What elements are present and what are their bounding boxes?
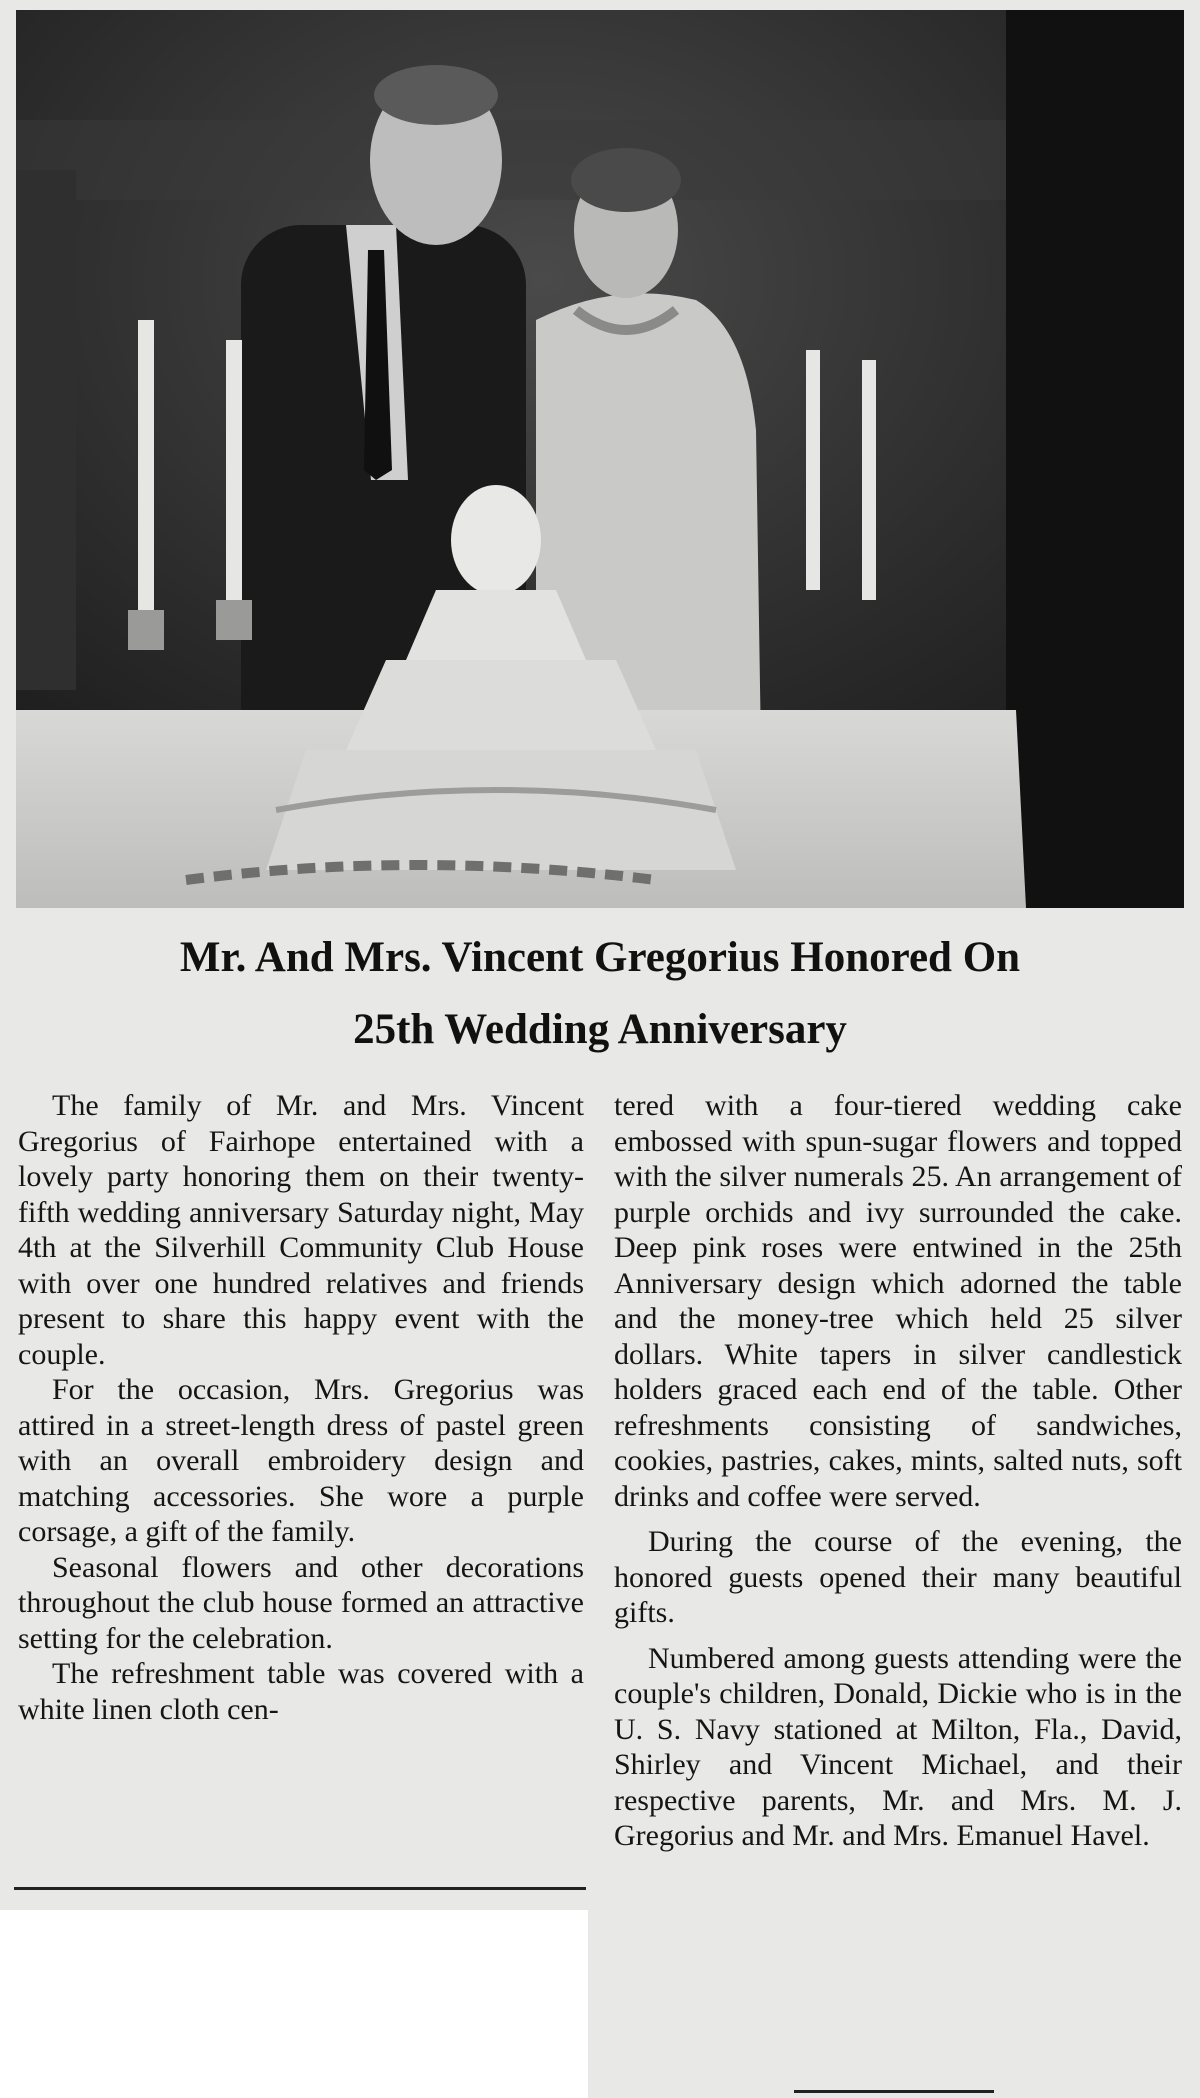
paragraph: For the occasion, Mrs. Gregorius was attired in a street-length dress of pastel green with an overall embroidery design and matching accessories. She wore a purple corsage, a gift of the family. xyxy=(18,1373,584,1548)
newspaper-background-lower-right xyxy=(588,1910,1200,2098)
headline xyxy=(20,922,1180,1066)
paragraph: Numbered among guests attending were the couple's children, Donald, Dickie who is in the U. S. Navy stationed at Milton, Fla., David, Shirley and Vincent Michael, and their respective parents, Mr. and Mrs. M. J. Gregorius and Mr. and Mrs. Emanuel Havel. xyxy=(614,1641,1182,1852)
anniversary-couple-photo xyxy=(16,10,1184,908)
paragraph: The refreshment table was covered with a white linen cloth cen- xyxy=(18,1657,584,1726)
paragraph: tered with a four-tiered wedding cake embossed with spun-sugar flowers and topped with the silver numerals 25. An arrangement of purple orchids and ivy surrounded the cake. Deep pink roses were entwined in the 25th Anniversary design which adorned the table and the money-tree which held 25 silver dollars. White tapers in silver candlestick holders graced each end of the table. Other refreshments consisting of sandwiches, cookies, pastries, cakes, mints, salted nuts, soft drinks and coffee were served. xyxy=(614,1089,1182,1513)
article-column-right xyxy=(614,1088,1182,1854)
paragraph: During the course of the evening, the honored guests opened their many beautiful gifts. xyxy=(614,1525,1182,1629)
end-of-article-rule xyxy=(794,2090,994,2093)
column-divider-rule xyxy=(14,1887,586,1890)
paragraph: The family of Mr. and Mrs. Vincent Gregorius of Fairhope entertained with a lovely party honoring them on their twenty-fifth wedding anniversary Saturday night, May 4th at the Silverhill Community Club House with over one hundred relatives and friends present to share this happy event with the couple. xyxy=(18,1089,584,1371)
article-column-left xyxy=(18,1088,584,1727)
headline-line-1: Mr. And Mrs. Vincent Gregorius Honored On xyxy=(179,934,1021,981)
headline-line-2: 25th Wedding Anniversary xyxy=(353,1006,847,1053)
paragraph: Seasonal flowers and other decorations throughout the club house formed an attractive setting for the celebration. xyxy=(18,1550,584,1655)
